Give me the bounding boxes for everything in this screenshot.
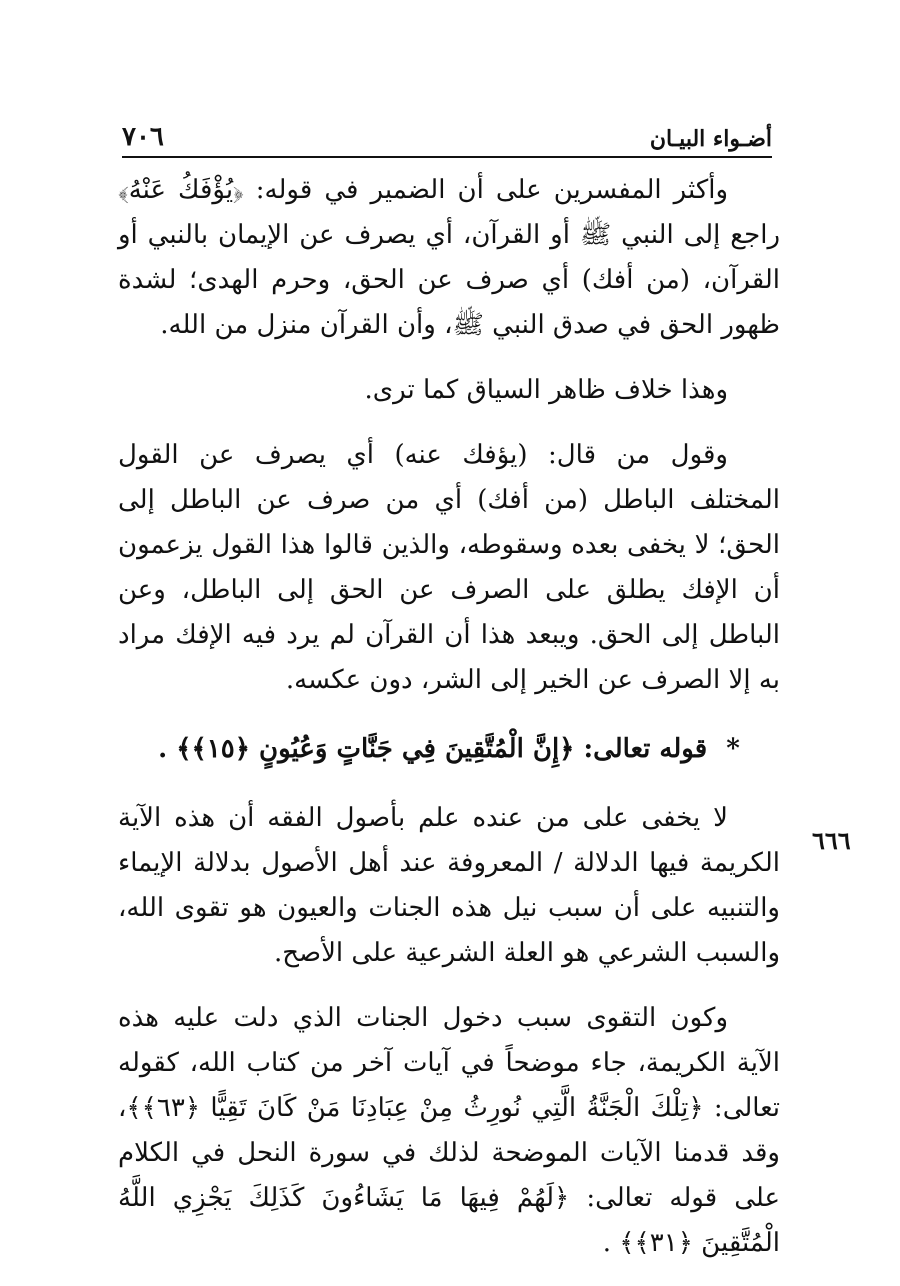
- paragraph-2: وهذا خلاف ظاهر السياق كما ترى.: [364, 375, 728, 405]
- page-number: ٧٠٦: [122, 122, 164, 152]
- paragraph-3: وقول من قال: (يؤفك عنه) أي يصرف عن القول المختلف الباطل (من أفك) أي من صرف عن الباطل إلى الحق؛ لا يخفى بعده وسقوطه، والذين قالوا هذا القول يزعمون أن الإفك يطلق على الصرف عن الحق إلى الباطل، وعن الباطل إلى الحق. ويبعد هذا أن القرآن لم يرد فيه الإفك مراد به إلا الصرف عن الخير إلى الشر، دون عكسه.: [118, 440, 780, 695]
- paragraph-5: وكون التقوى سبب دخول الجنات الذي دلت عليه هذه الآية الكريمة، جاء موضحاً في آيات آخر من كتاب الله، كقوله تعالى: ﴿تِلْكَ الْجَنَّةُ الَّتِي نُورِثُ مِنْ عِبَادِنَا مَنْ كَانَ تَقِيًّا ﴿٦٣﴾﴾، وقد قدمنا الآيات الموضحة لذلك في سورة النحل في الكلام على قوله تعالى: ﴿لَهُمْ فِيهَا مَا يَشَاءُونَ كَذَلِكَ يَجْزِي اللَّهُ الْمُتَّقِينَ ﴿٣١﴾﴾ .: [118, 1003, 780, 1258]
- heading-label: قوله تعالى:: [583, 734, 708, 764]
- page-body: [118, 168, 780, 1286]
- paragraph-4: لا يخفى على من عنده علم بأصول الفقه أن هذه الآية الكريمة فيها الدلالة / المعروفة عند أهل الأصول بدلالة الإيماء والتنبيه على أن سبب نيل هذه الجنات والعيون هو تقوى الله، والسبب الشرعي هو العلة الشرعية على الأصح.: [118, 803, 780, 968]
- heading-star: *: [726, 734, 740, 764]
- heading-verse: ﴿إِنَّ الْمُتَّقِينَ فِي جَنَّاتٍ وَعُيُونٍ ﴿١٥﴾﴾ .: [158, 734, 575, 764]
- verse-heading: [118, 727, 780, 772]
- page-header: [122, 112, 772, 158]
- original-page-marker: ٦٦٦: [812, 826, 851, 855]
- book-title: أضـواء البيـان: [649, 126, 772, 152]
- paragraph-1: وأكثر المفسرين على أن الضمير في قوله: ﴿يُؤْفَكُ عَنْهُ﴾ راجع إلى النبي ﷺ أو القرآن، أي يصرف عن الإيمان بالنبي أو القرآن، (من أفك) أي صرف عن الحق، وحرم الهدى؛ لشدة ظهور الحق في صدق النبي ﷺ، وأن القرآن منزل من الله.: [118, 175, 780, 340]
